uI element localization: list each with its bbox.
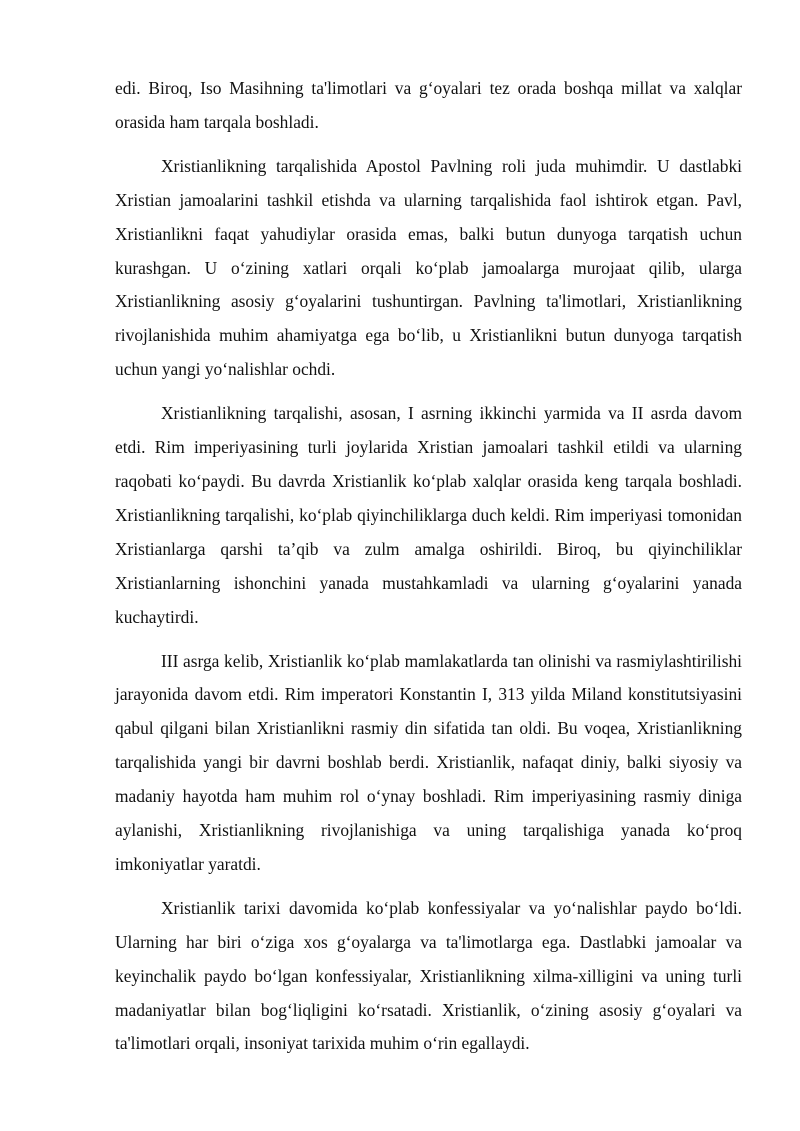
paragraph-third-century: III asrga kelib, Xristianlik ko‘plab mamlakatlarda tan olinishi va rasmiylashtirilishi jarayonida davom etdi. Rim imperatori Konstantin I, 313 yilda Miland konstitutsiyasini qabul qilgani bilan Xristianlikni rasmiy din sifatida tan oldi. Bu voqea, Xristianlikning tarqalishida yangi bir davrni boshlab berdi. Xristianlik, nafaqat diniy, balki siyosiy va madaniy hayotda ham muhim rol o‘ynay boshladi. Rim imperiyasining rasmiy diniga aylanishi, Xristianlikning rivojlanishiga va uning tarqalishiga yanada ko‘proq imkoniyatlar yaratdi. bbox=[115, 650, 742, 874]
paragraph-spread: Xristianlikning tarqalishi, asosan, I asrning ikkinchi yarmida va II asrda davom etdi. Rim imperiyasining turli joylarida Xristian jamoalari tashkil etildi va ularning raqobati ko‘paydi. Bu davrda Xristianlik ko‘plab xalqlar orasida keng tarqala boshladi. Xristianlikning tarqalishi, ko‘plab qiyinchiliklarga duch keldi. Rim imperiyasi tomonidan Xristianlarga qarshi ta’qib va zulm amalga oshirildi. Biroq, bu qiyinchiliklar Xristianlarning ishonchini yanada mustahkamladi va ularning g‘oyalarini yanada kuchaytirdi. bbox=[115, 403, 742, 627]
document-page bbox=[115, 72, 742, 1071]
paragraph-apostol-pavl: Xristianlikning tarqalishida Apostol Pavlning roli juda muhimdir. U dastlabki Xristian jamoalarini tashkil etishda va ularning tarqalishida faol ishtirok etgan. Pavl, Xristianlikni faqat yahudiylar orasida emas, balki butun dunyoga tarqatish uchun kurashgan. U o‘zining xatlari orqali ko‘plab jamoalarga murojaat qilib, ularga Xristianlikning asosiy g‘oyalarini tushuntirgan. Pavlning ta'limotlari, Xristianlikning rivojlanishida muhim ahamiyatga ega bo‘lib, u Xristianlikni butun dunyoga tarqatish uchun yangi yo‘nalishlar ochdi. bbox=[115, 155, 742, 380]
paragraph-confessions: Xristianlik tarixi davomida ko‘plab konfessiyalar va yo‘nalishlar paydo bo‘ldi. Ularning har biri o‘ziga xos g‘oyalarga va ta'limotlarga ega. Dastlabki jamoalar va keyinchalik paydo bo‘lgan konfessiyalar, Xristianlikning xilma-xilligini va uning turli madaniyatlar bilan bog‘liqligini ko‘rsatadi. Xristianlik, o‘zining asosiy g‘oyalari va ta'limotlari orqali, insoniyat tarixida muhim o‘rin egallaydi. bbox=[115, 897, 742, 1054]
paragraph-continuation: edi. Biroq, Iso Masihning ta'limotlari va g‘oyalari tez orada boshqa millat va xalqlar orasida ham tarqala boshladi. bbox=[115, 78, 742, 132]
